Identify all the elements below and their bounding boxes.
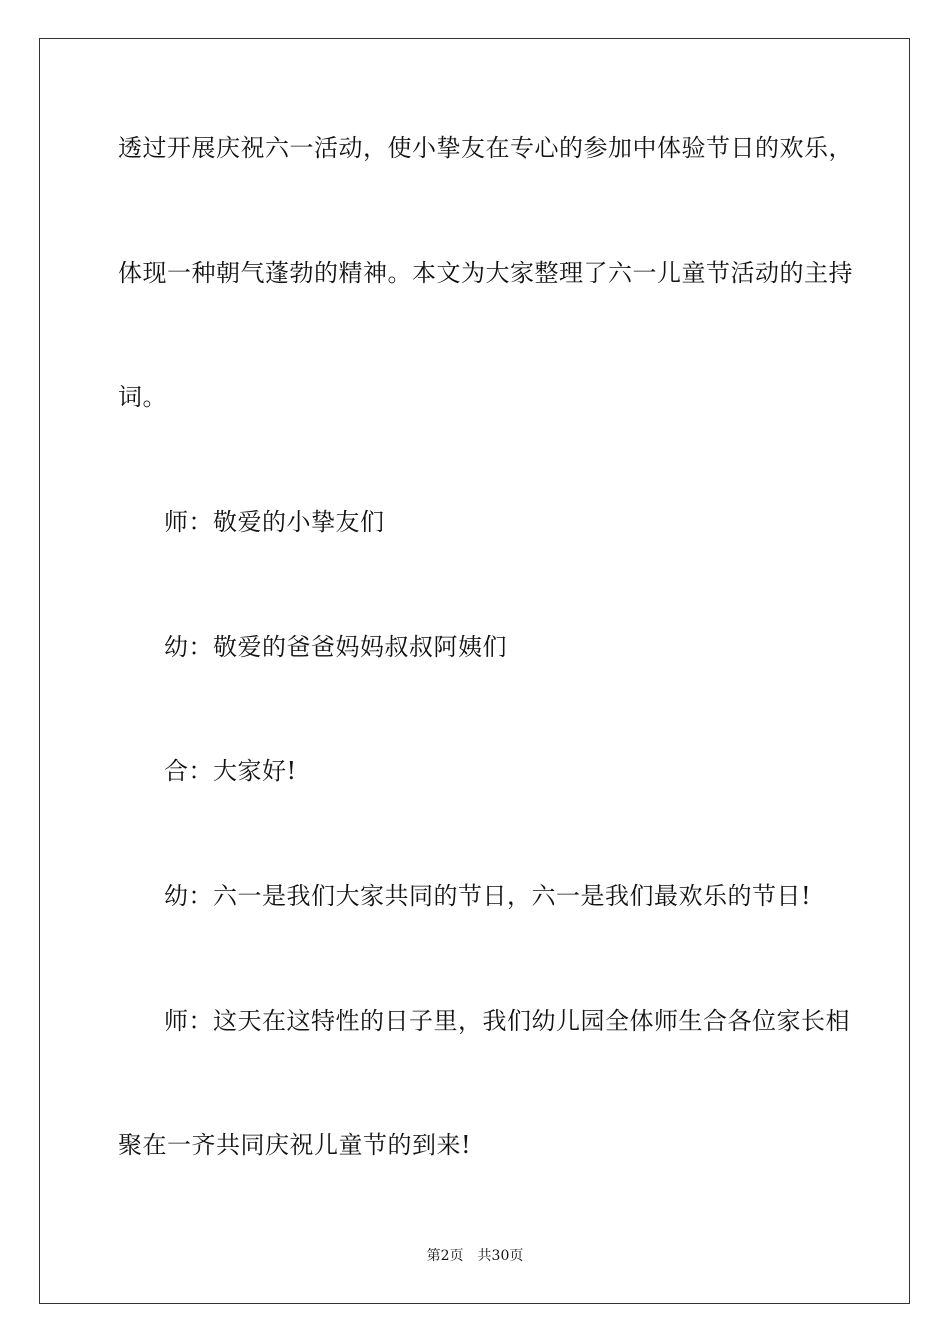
paragraph-line: 聚在一齐共同庆祝儿童节的到来! <box>118 1131 472 1159</box>
dialogue-line-teacher: 师：这天在这特性的日子里，我们幼儿园全体师生合各位家长相 <box>164 1007 850 1035</box>
page-border <box>39 38 910 1304</box>
page-footer <box>0 1247 950 1265</box>
paragraph-line: 透过开展庆祝六一活动，使小挚友在专心的参加中体验节日的欢乐， <box>118 134 853 162</box>
page-total: 共30页 <box>477 1248 524 1264</box>
dialogue-line-teacher: 师：敬爱的小挚友们 <box>164 508 385 536</box>
paragraph-line: 词。 <box>118 383 167 411</box>
dialogue-line-together: 合：大家好! <box>164 757 297 785</box>
page-number: 第2页 <box>426 1248 464 1264</box>
dialogue-line-child: 幼：敬爱的爸爸妈妈叔叔阿姨们 <box>164 633 507 661</box>
paragraph-line: 体现一种朝气蓬勃的精神。本文为大家整理了六一儿童节活动的主持 <box>118 259 853 287</box>
dialogue-line-child: 幼：六一是我们大家共同的节日，六一是我们最欢乐的节日! <box>164 882 812 910</box>
